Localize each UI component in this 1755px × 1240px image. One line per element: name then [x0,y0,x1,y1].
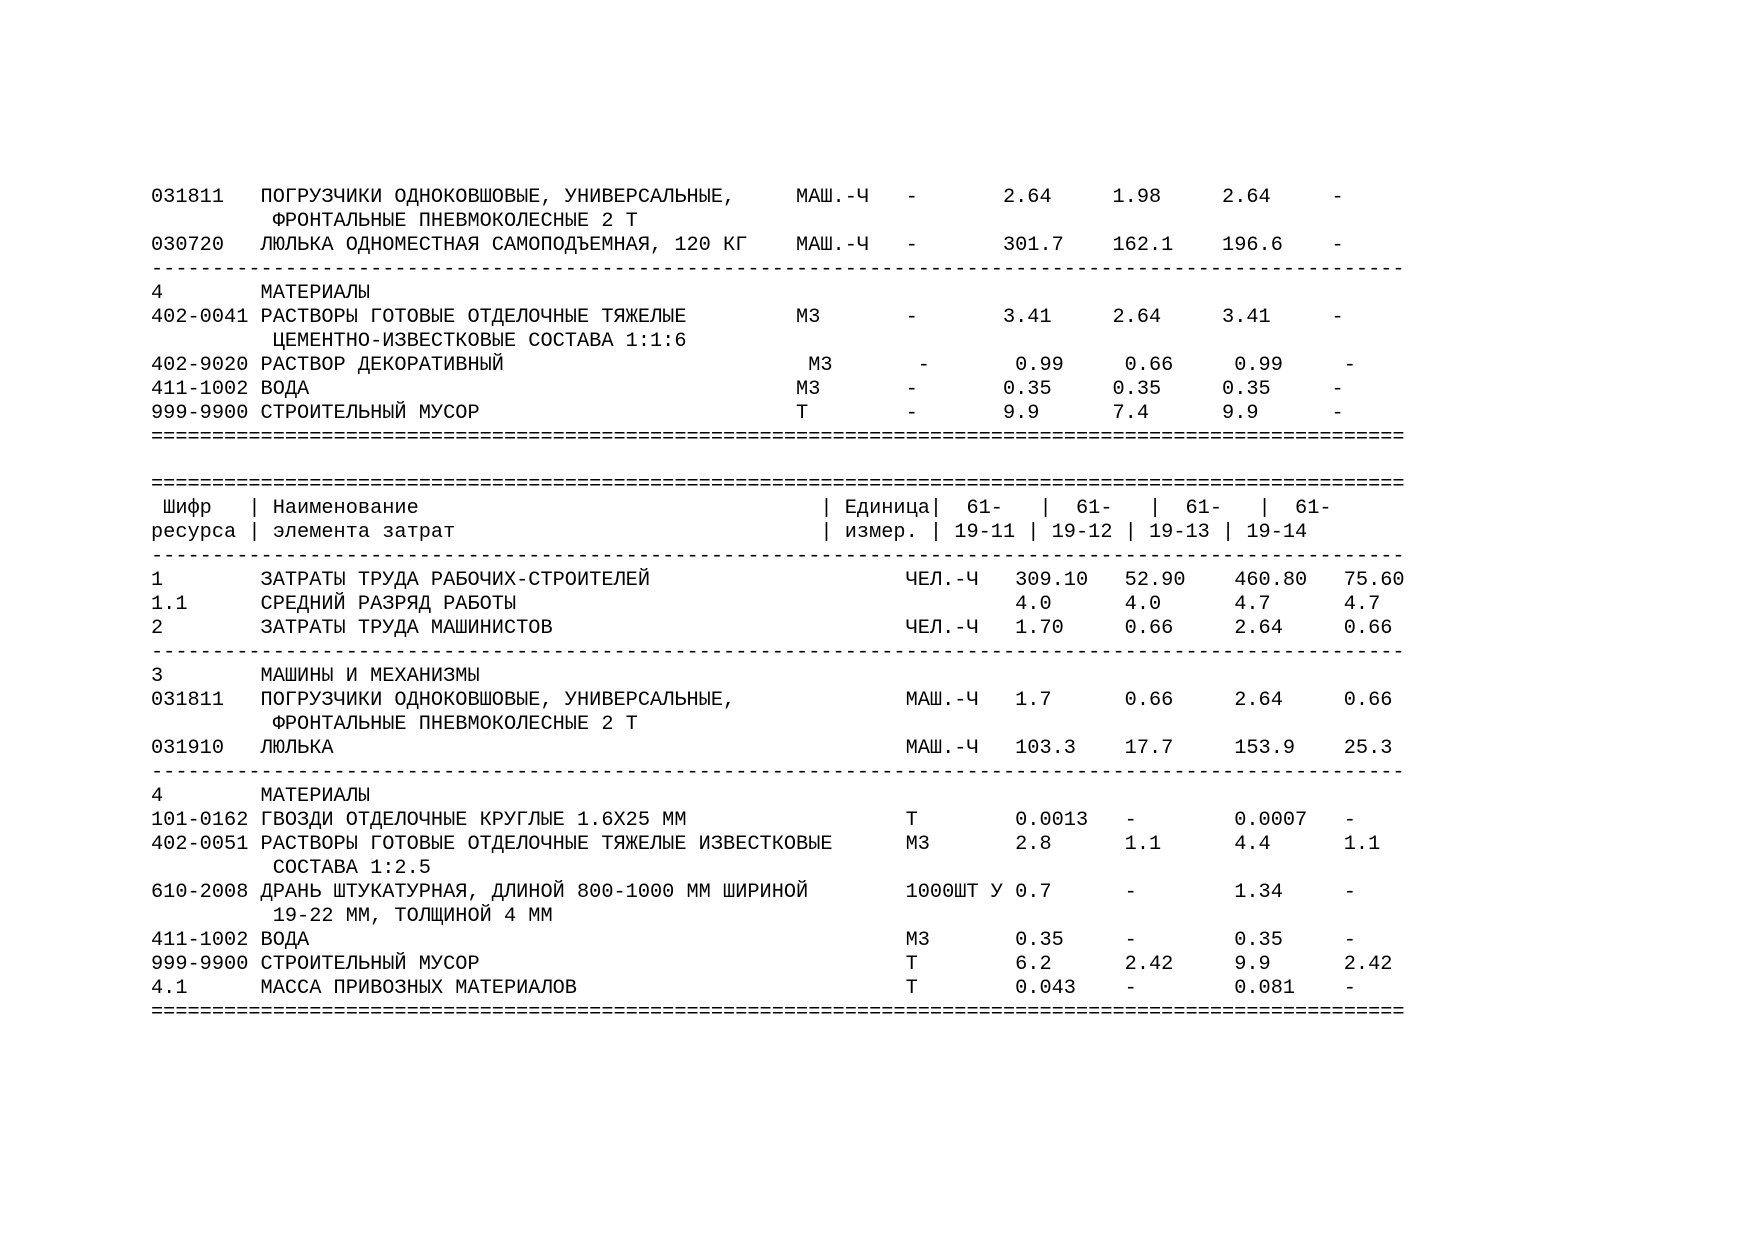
table-row: СОСТАВА 1:2.5 [151,857,431,880]
table-row: ФРОНТАЛЬНЫЕ ПНЕВМОКОЛЕСНЫЕ 2 Т [151,210,638,233]
resource-table-continuation [151,186,1405,450]
divider: ------------------------------------------------------------------------------------------------------- [151,761,1405,784]
divider: ------------------------------------------------------------------------------------------------------- [151,641,1405,664]
table-row: 1.1 СРЕДНИЙ РАЗРЯД РАБОТЫ 4.0 4.0 4.7 4.7 [151,593,1381,616]
divider: ======================================================================================================= [151,473,1405,496]
table-row: 2 ЗАТРАТЫ ТРУДА МАШИНИСТОВ ЧЕЛ.-Ч 1.70 0.66 2.64 0.66 [151,617,1393,640]
table-row: 999-9900 СТРОИТЕЛЬНЫЙ МУСОР Т 6.2 2.42 9.9 2.42 [151,953,1393,976]
divider: ======================================================================================================= [151,1001,1405,1024]
section-heading: 4 МАТЕРИАЛЫ [151,282,371,305]
table-row: 030720 ЛЮЛЬКА ОДНОМЕСТНАЯ САМОПОДЪЕМНАЯ, 120 КГ МАШ.-Ч - 301.7 162.1 196.6 - [151,234,1344,257]
table-header-row: Шифр | Наименование | Единица| 61- | 61- | 61- | 61- [151,497,1332,520]
table-row: 031811 ПОГРУЗЧИКИ ОДНОКОВШОВЫЕ, УНИВЕРСАЛЬНЫЕ, МАШ.-Ч 1.7 0.66 2.64 0.66 [151,689,1393,712]
section-heading: 4 МАТЕРИАЛЫ [151,785,371,808]
table-row: 101-0162 ГВОЗДИ ОТДЕЛОЧНЫЕ КРУГЛЫЕ 1.6Х25 ММ Т 0.0013 - 0.0007 - [151,809,1356,832]
table-header-row: ресурса | элемента затрат | измер. | 19-11 | 19-12 | 19-13 | 19-14 [151,521,1308,544]
table-row: 1 ЗАТРАТЫ ТРУДА РАБОЧИХ-СТРОИТЕЛЕЙ ЧЕЛ.-Ч 309.10 52.90 460.80 75.60 [151,569,1405,592]
table-row: 19-22 ММ, ТОЛЩИНОЙ 4 ММ [151,905,553,928]
resource-table [151,473,1405,1025]
table-row: 031811 ПОГРУЗЧИКИ ОДНОКОВШОВЫЕ, УНИВЕРСАЛЬНЫЕ, МАШ.-Ч - 2.64 1.98 2.64 - [151,186,1344,209]
table-row: ФРОНТАЛЬНЫЕ ПНЕВМОКОЛЕСНЫЕ 2 Т [151,713,638,736]
divider: ------------------------------------------------------------------------------------------------------- [151,545,1405,568]
section-heading: 3 МАШИНЫ И МЕХАНИЗМЫ [151,665,480,688]
table-row: 411-1002 ВОДА М3 0.35 - 0.35 - [151,929,1356,952]
table-row: 999-9900 СТРОИТЕЛЬНЫЙ МУСОР Т - 9.9 7.4 9.9 - [151,402,1344,425]
table-row: 411-1002 ВОДА М3 - 0.35 0.35 0.35 - [151,378,1344,401]
table-row: 402-0041 РАСТВОРЫ ГОТОВЫЕ ОТДЕЛОЧНЫЕ ТЯЖЕЛЫЕ М3 - 3.41 2.64 3.41 - [151,306,1344,329]
table-row: 402-9020 РАСТВОР ДЕКОРАТИВНЫЙ М3 - 0.99 0.66 0.99 - [151,354,1356,377]
table-row: 4.1 МАССА ПРИВОЗНЫХ МАТЕРИАЛОВ Т 0.043 - 0.081 - [151,977,1356,1000]
table-row: 402-0051 РАСТВОРЫ ГОТОВЫЕ ОТДЕЛОЧНЫЕ ТЯЖЕЛЫЕ ИЗВЕСТКОВЫЕ М3 2.8 1.1 4.4 1.1 [151,833,1381,856]
table-row: 610-2008 ДРАНЬ ШТУКАТУРНАЯ, ДЛИНОЙ 800-1000 ММ ШИРИНОЙ 1000ШТ У 0.7 - 1.34 - [151,881,1356,904]
divider: ------------------------------------------------------------------------------------------------------- [151,258,1405,281]
divider: ======================================================================================================= [151,426,1405,449]
table-row: ЦЕМЕНТНО-ИЗВЕСТКОВЫЕ СОСТАВА 1:1:6 [151,330,687,353]
table-row: 031910 ЛЮЛЬКА МАШ.-Ч 103.3 17.7 153.9 25.3 [151,737,1393,760]
